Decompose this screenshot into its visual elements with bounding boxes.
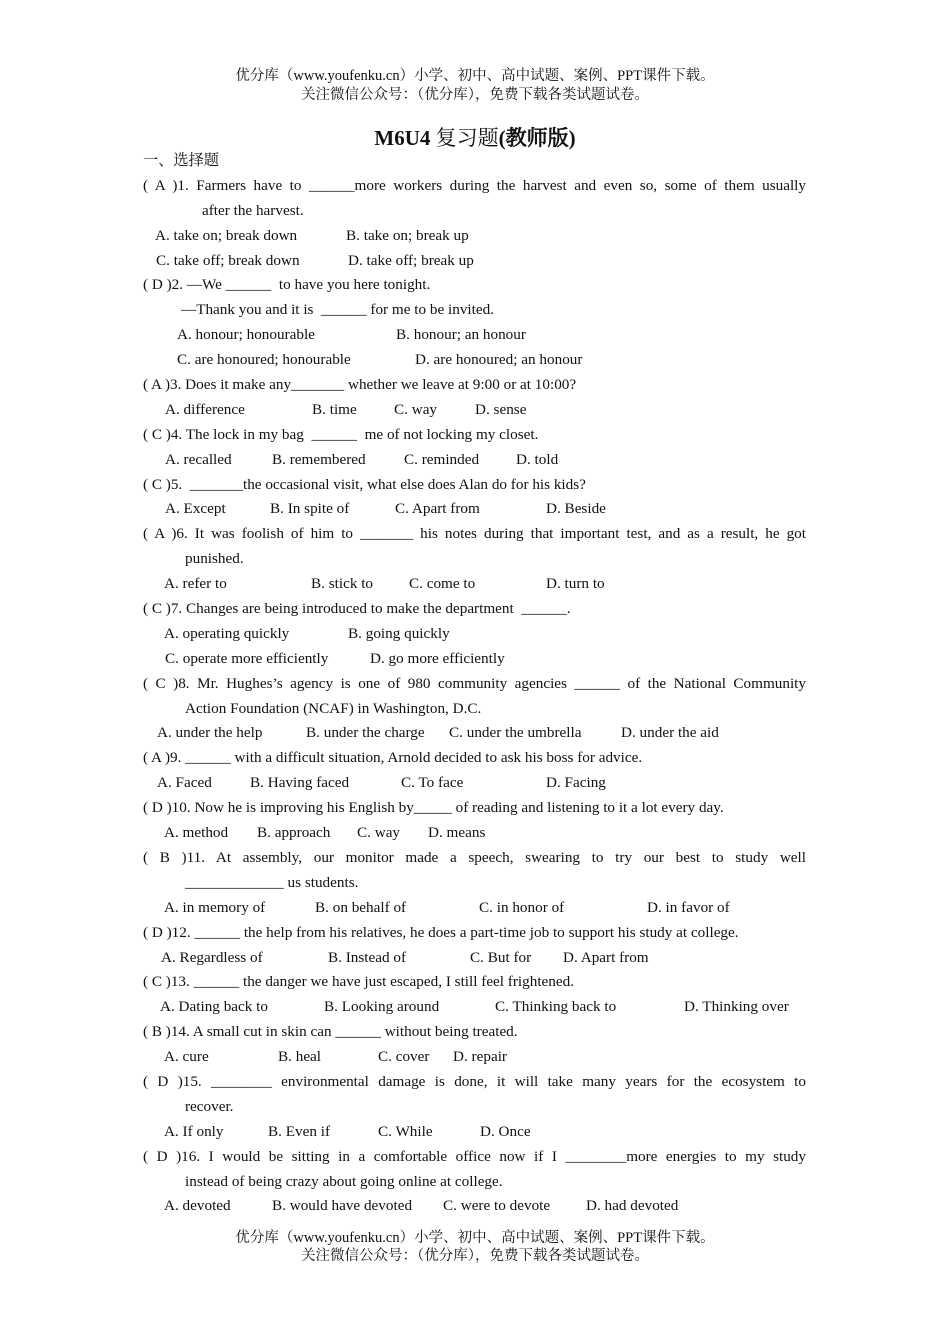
option-b: B. Even if [268, 1122, 331, 1140]
question-2-options [143, 348, 806, 373]
question-8-stem-continued: Action Foundation (NCAF) in Washington, D.C. [185, 699, 482, 717]
option-a: A. Except [165, 500, 226, 518]
option-d: D. in favor of [647, 898, 730, 916]
section-heading: 一、选择题 [143, 152, 219, 169]
question-15-stem-continued: recover. [185, 1097, 234, 1115]
option-a: A. Dating back to [160, 998, 268, 1016]
option-b: B. would have devoted [272, 1197, 413, 1215]
question-15-options [143, 1120, 806, 1145]
option-c: C. way [394, 400, 438, 418]
option-a: A. recalled [165, 450, 232, 468]
option-c: C. are honoured; honourable [177, 351, 351, 369]
option-c: C. were to devote [443, 1197, 551, 1215]
question-11-options [143, 896, 806, 921]
option-b: B. on behalf of [315, 898, 407, 916]
question-6-stem-continued: punished. [185, 550, 244, 568]
option-d: D. had devoted [586, 1197, 679, 1215]
option-a: A. refer to [164, 575, 227, 593]
question-14-stem: ( B )14. A small cut in skin can ______ without being treated. [143, 1023, 518, 1041]
option-d: D. are honoured; an honour [415, 351, 583, 369]
question-4-options [143, 448, 806, 473]
question-1-stem-continued: after the harvest. [202, 201, 304, 219]
option-d: D. under the aid [621, 724, 719, 742]
option-c: C. under the umbrella [449, 724, 582, 742]
option-a: A. honour; honourable [177, 326, 315, 344]
question-1-stem: ( A )1. Farmers have to ______more workers during the harvest and even so, some of them usually [143, 176, 806, 194]
question-7-options [143, 622, 806, 647]
question-6-options [143, 572, 806, 597]
option-c: C. While [378, 1122, 433, 1140]
option-d: D. Beside [546, 500, 606, 518]
question-1-options [143, 224, 806, 249]
option-a: A. method [164, 824, 229, 842]
option-b: B. remembered [272, 450, 366, 468]
question-15-stem: ( D )15. ________ environmental damage is done, it will take many years for the ecosystem to [143, 1072, 806, 1090]
option-b: B. Looking around [324, 998, 440, 1016]
option-d: D. repair [453, 1048, 507, 1066]
option-b: B. Instead of [328, 948, 407, 966]
option-a: A. If only [164, 1122, 224, 1140]
question-11-stem: ( B )11. At assembly, our monitor made a speech, swearing to try our best to study well [143, 848, 806, 866]
option-d: D. sense [475, 400, 527, 418]
option-c: C. Apart from [395, 500, 480, 518]
question-5-stem: ( C )5. _______the occasional visit, what else does Alan do for his kids? [143, 475, 586, 493]
option-c: C. Thinking back to [495, 998, 617, 1016]
option-a: A. devoted [164, 1197, 231, 1215]
question-9-options [143, 771, 806, 796]
option-c: C. cover [378, 1048, 430, 1066]
option-b: B. In spite of [270, 500, 350, 518]
option-b: B. approach [257, 824, 331, 842]
question-12-options [143, 946, 806, 971]
option-a: A. take on; break down [155, 226, 298, 244]
page-footer-line-1: 优分库（www.youfenku.cn）小学、初中、高中试题、案例、PPT课件下载。 [235, 1230, 715, 1246]
option-d: D. Once [480, 1122, 531, 1140]
question-13-stem: ( C )13. ______ the danger we have just escaped, I still feel frightened. [143, 973, 575, 991]
document-title [0, 122, 950, 152]
option-d: D. means [428, 824, 486, 842]
option-b: B. honour; an honour [396, 326, 526, 344]
question-2-options [143, 323, 806, 348]
option-b: B. under the charge [306, 724, 425, 742]
option-b: B. going quickly [348, 624, 450, 642]
option-d: D. Facing [546, 774, 606, 792]
option-c: C. reminded [404, 450, 480, 468]
question-10-stem: ( D )10. Now he is improving his English by_____ of reading and listening to it a lot every day. [143, 799, 724, 817]
option-a: A. operating quickly [164, 624, 290, 642]
question-16-stem: ( D )16. I would be sitting in a comfortable office now if I ________more energies to my study [143, 1147, 806, 1165]
option-d: D. take off; break up [348, 251, 474, 269]
option-d: D. turn to [546, 575, 605, 593]
question-10-options [143, 821, 806, 846]
question-14-options [143, 1045, 806, 1070]
question-8-options [143, 721, 806, 746]
option-a: A. under the help [157, 724, 263, 742]
question-2-stem: ( D )2. —We ______ to have you here tonight. [143, 276, 431, 294]
option-d: D. Apart from [563, 948, 649, 966]
option-d: D. told [516, 450, 559, 468]
title-paren: (教师版) [498, 126, 576, 150]
question-1-options [143, 249, 806, 274]
question-list [143, 149, 806, 1219]
question-4-stem: ( C )4. The lock in my bag ______ me of not locking my closet. [143, 425, 539, 443]
page-header-line-1: 优分库（www.youfenku.cn）小学、初中、高中试题、案例、PPT课件下载。 [235, 68, 715, 84]
option-c: C. take off; break down [156, 251, 300, 269]
question-7-stem: ( C )7. Changes are being introduced to make the department ______. [143, 600, 571, 618]
option-c: C. operate more efficiently [165, 649, 329, 667]
option-a: A. Regardless of [161, 948, 263, 966]
question-16-stem-continued: instead of being crazy about going online at college. [185, 1172, 503, 1190]
question-9-stem: ( A )9. ______ with a difficult situation, Arnold decided to ask his boss for advice. [143, 749, 643, 767]
title-code: M6U4 [374, 126, 431, 150]
page-footer-line-2: 关注微信公众号：（优分库），免费下载各类试题试卷。 [301, 1248, 649, 1264]
option-a: A. cure [164, 1048, 209, 1066]
option-a: A. in memory of [164, 898, 266, 916]
option-c: C. But for [470, 948, 532, 966]
question-3-stem: ( A )3. Does it make any_______ whether we leave at 9:00 or at 10:00? [143, 376, 577, 394]
option-b: B. heal [278, 1048, 322, 1066]
option-d: D. go more efficiently [370, 649, 505, 667]
question-16-options [143, 1194, 806, 1219]
option-c: C. in honor of [479, 898, 565, 916]
option-a: A. Faced [157, 774, 212, 792]
question-3-options [143, 398, 806, 423]
option-b: B. stick to [311, 575, 374, 593]
page-header-line-2: 关注微信公众号：（优分库），免费下载各类试题试卷。 [301, 87, 649, 103]
option-a: A. difference [165, 400, 245, 418]
option-b: B. take on; break up [346, 226, 469, 244]
question-6-stem: ( A )6. It was foolish of him to _______ his notes during that important test, and as a result, he got [143, 525, 806, 543]
option-c: C. way [357, 824, 401, 842]
option-c: C. come to [409, 575, 476, 593]
question-5-options [143, 497, 806, 522]
title-cn: 复习题 [430, 126, 499, 150]
option-d: D. Thinking over [684, 998, 789, 1016]
question-12-stem: ( D )12. ______ the help from his relatives, he does a part-time job to support his study at college. [143, 923, 739, 941]
option-b: B. Having faced [250, 774, 350, 792]
option-b: B. time [312, 400, 357, 418]
question-11-stem-continued: _____________ us students. [185, 873, 359, 891]
option-c: C. To face [401, 774, 464, 792]
question-7-options [143, 647, 806, 672]
question-8-stem: ( C )8. Mr. Hughes’s agency is one of 980 community agencies ______ of the National Community [143, 674, 806, 692]
question-2-stem-continued: —Thank you and it is ______ for me to be invited. [181, 301, 494, 319]
question-13-options [143, 995, 806, 1020]
